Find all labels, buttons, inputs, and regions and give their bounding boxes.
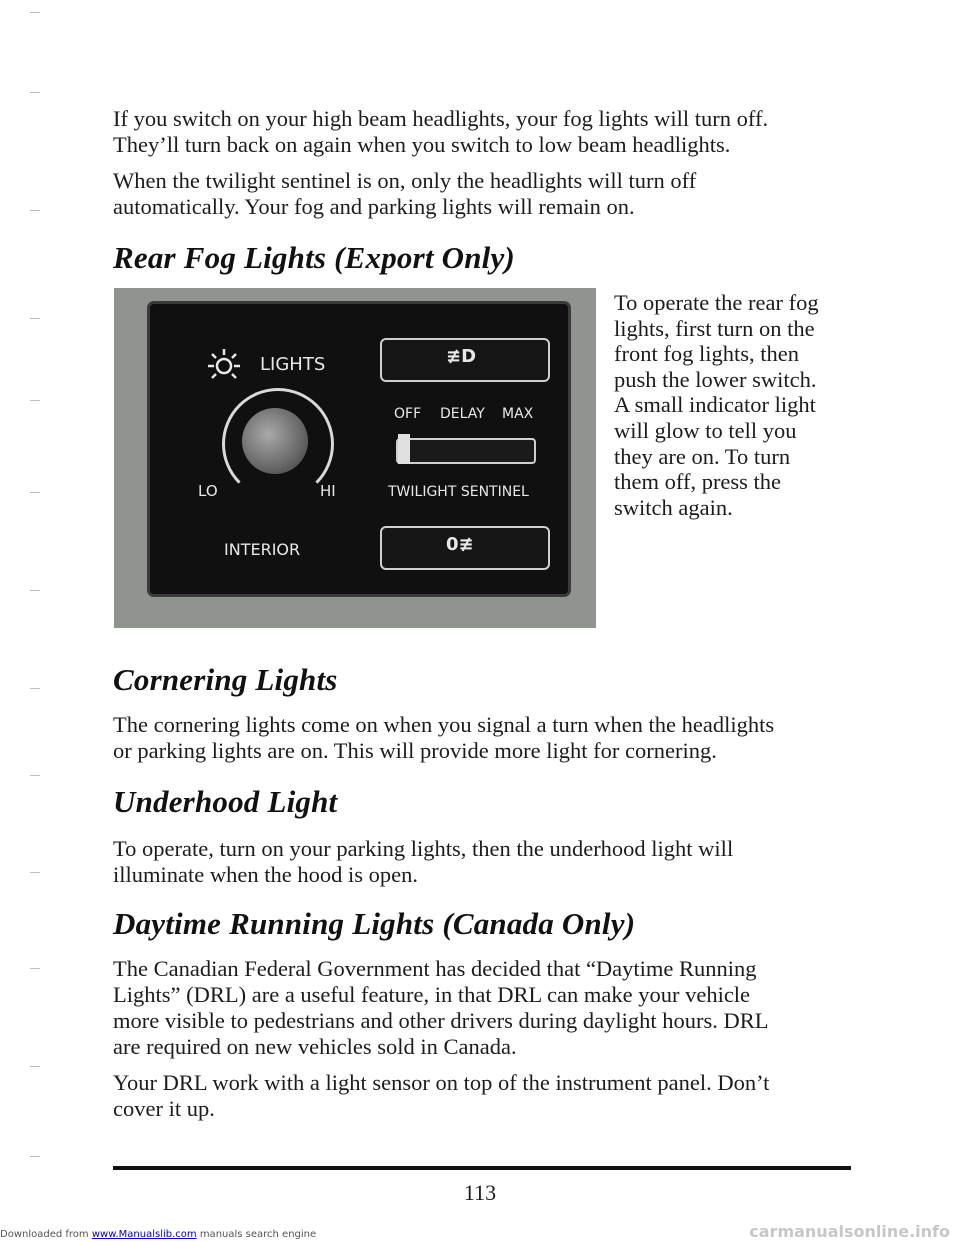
text-line: they are on. To turn	[614, 443, 791, 469]
text-line: To operate the rear fog	[614, 290, 819, 315]
margin-tick	[30, 968, 40, 969]
margin-tick	[30, 688, 40, 689]
front-fog-icon: ≢D	[446, 346, 477, 367]
text-line: Your DRL work with a light sensor on top of the instrument panel. Don’t	[113, 1070, 770, 1095]
lights-control-photo	[114, 288, 596, 628]
margin-tick	[30, 492, 40, 493]
hi-label: HI	[320, 482, 336, 500]
text-line: If you switch on your high beam headlights, your fog lights will turn off.	[113, 106, 769, 131]
twilight-slider	[396, 438, 536, 464]
text-line: push the lower switch.	[614, 366, 817, 392]
margin-tick	[30, 872, 40, 873]
rear-fog-heading: Rear Fog Lights (Export Only)	[113, 240, 515, 275]
text-line: or parking lights are on. This will provide more light for cornering.	[113, 738, 717, 763]
cornering-paragraph	[113, 712, 853, 764]
text-line: switch again.	[614, 494, 733, 520]
margin-tick	[30, 400, 40, 401]
slider-thumb	[398, 434, 410, 464]
text-line: are required on new vehicles sold in Canada.	[113, 1034, 517, 1059]
margin-tick	[30, 318, 40, 319]
download-prefix: Downloaded from	[0, 1229, 92, 1240]
footer-rule	[113, 1166, 851, 1170]
lights-label: LIGHTS	[260, 354, 326, 375]
underhood-heading: Underhood Light	[113, 784, 338, 819]
page-number: 113	[463, 1180, 497, 1205]
drl-heading: Daytime Running Lights (Canada Only)	[113, 906, 636, 941]
text-line: They’ll turn back on again when you switch to low beam headlights.	[113, 132, 731, 157]
control-panel	[150, 304, 568, 594]
text-line: The Canadian Federal Government has decided that “Daytime Running	[113, 956, 757, 981]
cornering-heading: Cornering Lights	[113, 662, 338, 697]
text-line: The cornering lights come on when you signal a turn when the headlights	[113, 712, 775, 737]
intro-paragraph	[113, 106, 853, 158]
delay-label: DELAY	[440, 406, 485, 422]
rear-fog-instructions	[614, 290, 854, 520]
text-line: lights, first turn on the	[614, 315, 815, 341]
margin-tick	[30, 590, 40, 591]
watermark: carmanualsonline.info	[749, 1222, 950, 1241]
text-line: Lights” (DRL) are a useful feature, in that DRL can make your vehicle	[113, 982, 751, 1007]
twilight-sentinel-label: TWILIGHT SENTINEL	[388, 484, 529, 500]
drl-paragraph-1	[113, 956, 853, 1060]
text-line: illuminate when the hood is open.	[113, 862, 418, 887]
margin-tick	[30, 92, 40, 93]
margin-tick	[30, 1066, 40, 1067]
margin-tick	[30, 775, 40, 776]
max-label: MAX	[502, 406, 534, 422]
margin-tick	[30, 12, 40, 13]
interior-label: INTERIOR	[224, 540, 301, 559]
lo-label: LO	[198, 482, 218, 500]
text-line: automatically. Your fog and parking lights will remain on.	[113, 194, 635, 219]
text-line: front fog lights, then	[614, 341, 799, 367]
margin-tick	[30, 210, 40, 211]
text-line: To operate, turn on your parking lights, then the underhood light will	[113, 836, 734, 861]
rear-fog-icon: 0≢	[446, 534, 474, 555]
text-line: them off, press the	[614, 469, 782, 495]
off-label: OFF	[394, 406, 422, 422]
margin-tick	[30, 1156, 40, 1157]
manualslib-link[interactable]: www.Manualslib.com	[91, 1229, 197, 1240]
text-line: more visible to pedestrians and other drivers during daylight hours. DRL	[113, 1008, 769, 1033]
text-line: When the twilight sentinel is on, only the headlights will turn off	[113, 168, 697, 193]
drl-paragraph-2	[113, 1070, 853, 1122]
download-suffix: manuals search engine	[196, 1229, 317, 1240]
underhood-paragraph	[113, 836, 853, 888]
text-line: will glow to tell you	[614, 417, 797, 443]
text-line: A small indicator light	[614, 392, 816, 418]
text-line: cover it up.	[113, 1096, 215, 1121]
dimmer-knob	[242, 408, 308, 474]
download-notice	[0, 1229, 316, 1240]
headlamp-icon	[204, 344, 244, 384]
twilight-paragraph	[113, 168, 853, 220]
